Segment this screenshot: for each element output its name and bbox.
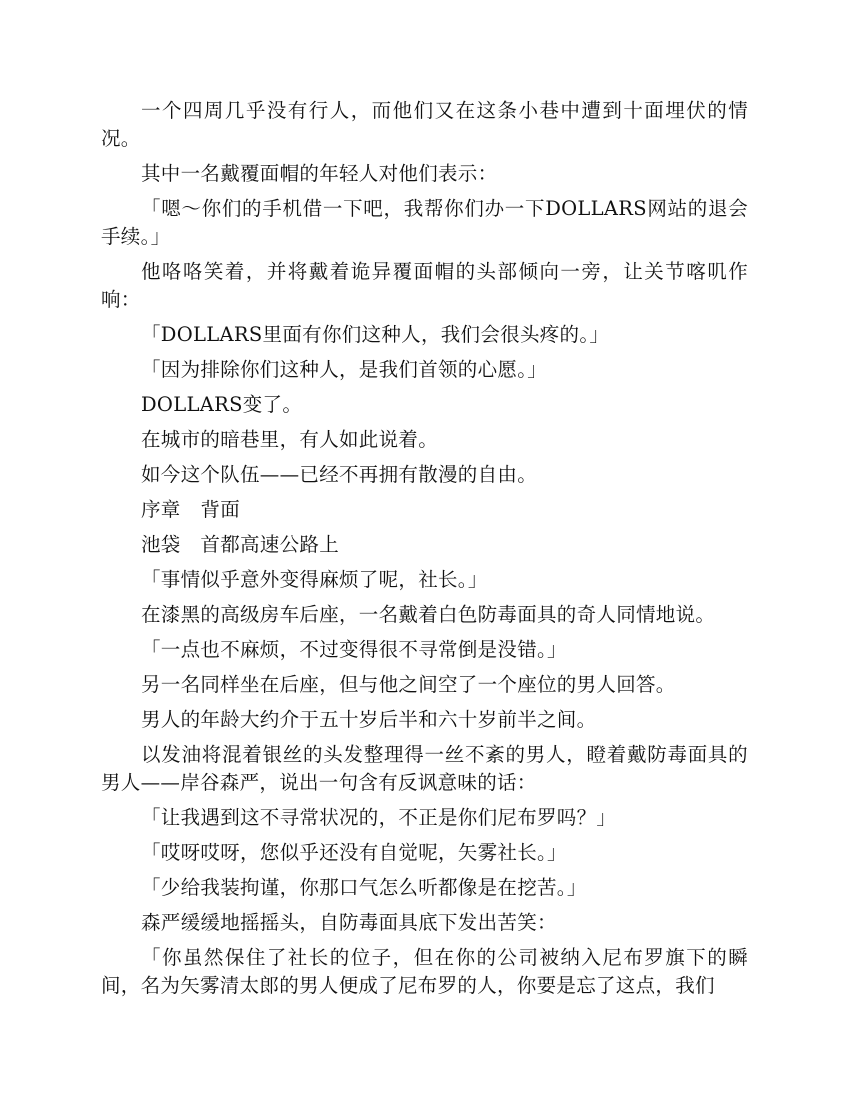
paragraph: DOLLARS变了。: [141, 393, 303, 416]
section-title: 序章 背面: [141, 498, 241, 521]
document-page: [101, 97, 748, 1007]
paragraph: 在城市的暗巷里，有人如此说着。: [141, 428, 439, 451]
scene-heading: 池袋 首都高速公路上: [141, 533, 340, 556]
paragraph: 「让我遇到这不寻常状况的，不正是你们尼布罗吗？」: [141, 806, 617, 829]
paragraph: 另一名同样坐在后座，但与他之间空了一个座位的男人回答。: [141, 673, 676, 696]
paragraph: 「少给我装拘谨，你那口气怎么听都像是在挖苦。」: [141, 876, 587, 899]
paragraph: 「嗯～你们的手机借一下吧，我帮你们办一下DOLLARS网站的退会手续。」: [101, 197, 748, 248]
paragraph: 森严缓缓地摇摇头，自防毒面具底下发出苦笑：: [141, 911, 557, 934]
paragraph: 「一点也不麻烦，不过变得很不寻常倒是没错。」: [141, 638, 567, 661]
paragraph: 如今这个队伍——已经不再拥有散漫的自由。: [141, 463, 538, 486]
paragraph: 其中一名戴覆面帽的年轻人对他们表示：: [141, 162, 498, 185]
paragraph: 一个四周几乎没有行人，而他们又在这条小巷中遭到十面埋伏的情况。: [101, 99, 748, 150]
paragraph: 「哎呀哎呀，您似乎还没有自觉呢，矢雾社长。」: [141, 841, 567, 864]
paragraph: 「因为排除你们这种人，是我们首领的心愿。」: [141, 358, 548, 381]
paragraph: 男人的年龄大约介于五十岁后半和六十岁前半之间。: [141, 708, 597, 731]
paragraph: 「你虽然保住了社长的位子，但在你的公司被纳入尼布罗旗下的瞬间，名为矢雾清太郎的男人便成了尼布罗的人，你要是忘了这点，我们: [101, 946, 748, 997]
paragraph: 以发油将混着银丝的头发整理得一丝不紊的男人，瞪着戴防毒面具的男人——岸谷森严，说出一句含有反讽意味的话：: [101, 743, 748, 794]
paragraph: 「事情似乎意外变得麻烦了呢，社长。」: [141, 568, 488, 591]
paragraph: 他咯咯笑着，并将戴着诡异覆面帽的头部倾向一旁，让关节喀叽作响：: [101, 260, 748, 311]
paragraph: 「DOLLARS里面有你们这种人，我们会很头疼的。」: [141, 323, 610, 346]
paragraph: 在漆黑的高级房车后座，一名戴着白色防毒面具的奇人同情地说。: [141, 603, 716, 626]
